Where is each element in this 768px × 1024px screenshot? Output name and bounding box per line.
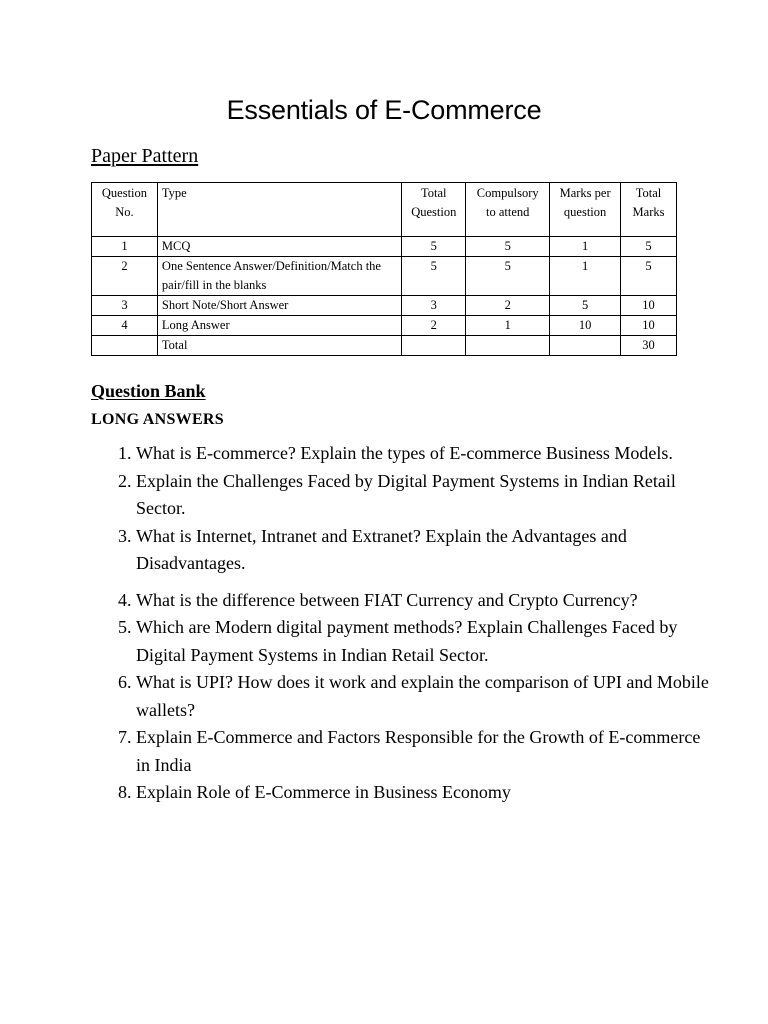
cell-type: Long Answer [157, 316, 401, 336]
cell-no: 3 [92, 296, 158, 316]
cell-no: 2 [92, 257, 158, 296]
cell-compulsory: 5 [466, 257, 550, 296]
cell-total-marks: 5 [621, 257, 677, 296]
cell-type: Short Note/Short Answer [157, 296, 401, 316]
list-item: 7. Explain E-Commerce and Factors Responsible for the Growth of E-commerce in India [136, 724, 716, 779]
list-item: 6. What is UPI? How does it work and explain the comparison of UPI and Mobile wallets? [136, 669, 716, 724]
header-total-marks [621, 183, 677, 237]
cell-compulsory: 2 [466, 296, 550, 316]
table-row [92, 237, 677, 257]
list-item: 2. Explain the Challenges Faced by Digital Payment Systems in Indian Retail Sector. [136, 468, 716, 523]
cell-compulsory: 5 [466, 237, 550, 257]
cell-compulsory: 1 [466, 316, 550, 336]
cell-marks: 1 [550, 257, 621, 296]
list-item: 8. Explain Role of E-Commerce in Business Economy [136, 779, 716, 807]
long-answers-subheading: LONG ANSWERS [91, 411, 224, 428]
cell-compulsory [466, 336, 550, 356]
header-total-marks-line1: Total [635, 186, 662, 200]
table-row-total [92, 336, 677, 356]
document-title: Essentials of E-Commerce [226, 95, 542, 125]
header-compulsory-line1: Compulsory [476, 186, 539, 200]
cell-no: 1 [92, 237, 158, 257]
table-row [92, 257, 677, 296]
table-header-row [92, 183, 677, 237]
header-marks-per [550, 183, 621, 237]
list-item: 5. Which are Modern digital payment methods? Explain Challenges Faced by Digital Payment Systems in Indian Retail Sector. [136, 614, 716, 669]
question-bank-heading: Question Bank [91, 381, 206, 401]
cell-no [92, 336, 158, 356]
cell-total: 5 [402, 257, 466, 296]
header-question-no [92, 183, 158, 237]
cell-total: 5 [402, 237, 466, 257]
cell-total-marks: 30 [621, 336, 677, 356]
header-compulsory [466, 183, 550, 237]
paper-pattern-table [91, 182, 677, 356]
cell-type: Total [157, 336, 401, 356]
table-row [92, 316, 677, 336]
paper-pattern-heading: Paper Pattern [91, 145, 199, 167]
question-list [98, 440, 716, 807]
header-question-no-line1: Question [101, 186, 148, 200]
cell-total [402, 336, 466, 356]
list-item: 4. What is the difference between FIAT Currency and Crypto Currency? [136, 587, 716, 615]
cell-marks: 10 [550, 316, 621, 336]
cell-type: One Sentence Answer/Definition/Match the pair/fill in the blanks [157, 257, 401, 296]
cell-total-marks: 5 [621, 237, 677, 257]
cell-type: MCQ [157, 237, 401, 257]
header-total-question [402, 183, 466, 237]
header-total-marks-line2: Marks [632, 205, 665, 219]
header-marks-per-line2: question [563, 205, 607, 219]
cell-total: 3 [402, 296, 466, 316]
cell-total-marks: 10 [621, 316, 677, 336]
cell-total: 2 [402, 316, 466, 336]
header-compulsory-line2: to attend [486, 205, 530, 219]
header-total-question-line1: Total [421, 186, 447, 200]
header-total-question-line2: Question [411, 205, 457, 219]
list-item: 3. What is Internet, Intranet and Extranet? Explain the Advantages and Disadvantages. [136, 523, 716, 578]
header-marks-per-line1: Marks per [559, 186, 611, 200]
header-question-no-line2: No. [115, 205, 134, 219]
list-item: 1. What is E-commerce? Explain the types of E-commerce Business Models. [136, 440, 716, 468]
header-type: Type [157, 183, 401, 237]
cell-no: 4 [92, 316, 158, 336]
table-row [92, 296, 677, 316]
cell-marks: 1 [550, 237, 621, 257]
cell-total-marks: 10 [621, 296, 677, 316]
cell-marks: 5 [550, 296, 621, 316]
cell-marks [550, 336, 621, 356]
